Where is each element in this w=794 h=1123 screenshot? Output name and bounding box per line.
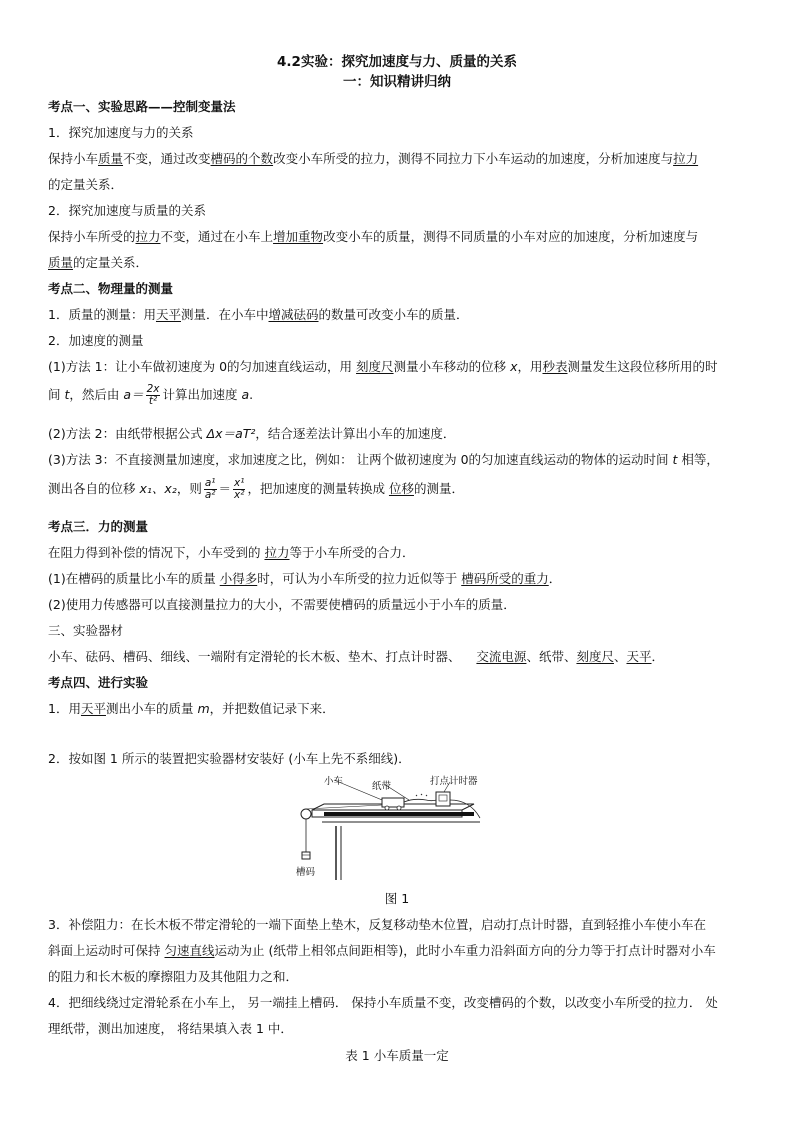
- item-title: 2．探究加速度与质量的关系: [48, 203, 206, 218]
- paragraph-line: 在阻力得到补偿的情况下，小车受到的 拉力等于小车所受的合力．: [48, 545, 415, 560]
- item-title: 2．加速度的测量: [48, 333, 144, 348]
- paragraph-line: 的定量关系．: [48, 177, 124, 192]
- paragraph-line: 1．质量的测量：用天平测量．在小车中增减砝码的数量可改变小车的质量．: [48, 307, 469, 322]
- equation: Δx＝aT²: [206, 426, 256, 441]
- paragraph-line: (2)使用力传感器可以直接测量拉力的大小，不需要使槽码的质量远小于小车的质量．: [48, 597, 516, 612]
- fraction: $\frac{\text{a¹}}{\text{a²}}$: [204, 477, 216, 501]
- paragraph-line: 质量的定量关系．: [48, 255, 149, 270]
- paragraph-line: (2)方法 2：由纸带根据公式 Δx＝aT²，结合逐差法计算出小车的加速度．: [48, 426, 456, 441]
- page-title: 4.2实验：探究加速度与力、质量的关系: [277, 54, 517, 70]
- page-subtitle: 一：知识精讲归纳: [343, 74, 451, 90]
- label-weight: 槽码: [296, 867, 316, 878]
- paragraph-line: (1)方法 1：让小车做初速度为 0的匀加速直线运动，用 刻度尺测量小车移动的位移 x，用秒表测量发生这段位移所用的时: [48, 359, 718, 374]
- paragraph-line: 的阻力和长木板的摩擦阻力及其他阻力之和．: [48, 969, 299, 984]
- fraction: $\frac{\text{x¹}}{\text{x²}}$: [234, 477, 245, 501]
- label-car: 小车: [324, 776, 344, 787]
- section-heading-4: 三、实验器材: [48, 623, 124, 638]
- paragraph-line: 保持小车所受的拉力不变，通过在小车上增加重物改变小车的质量，测得不同质量的小车对应的加速度，分析加速度与: [48, 229, 699, 244]
- paragraph-line: 2．按如图 1 所示的装置把实验器材安装好 (小车上先不系细线)．: [48, 751, 411, 766]
- item-title: 1．探究加速度与力的关系: [48, 125, 194, 140]
- paragraph-line: 斜面上运动时可保持 匀速直线运动为止 (纸带上相邻点间距相等)，此时小车重力沿斜面方向的分力等于打点计时器对小车: [48, 943, 716, 958]
- fraction: $\frac{2x}{\text{t²}}$: [146, 383, 160, 407]
- section-heading-5: 考点四、进行实验: [48, 675, 149, 690]
- table-caption: 表 1 小车质量一定: [345, 1048, 449, 1063]
- paragraph-line: 4．把细线绕过定滑轮系在小车上， 另一端挂上槽码． 保持小车质量不变，改变槽码的个数，以改变小车所受的拉力． 处: [48, 995, 718, 1010]
- section-heading-2: 考点二、物理量的测量: [48, 281, 174, 296]
- section-heading-1: 考点一、实验思路——控制变量法: [48, 99, 236, 114]
- paragraph-line: (1)在槽码的质量比小车的质量 小得多时，可认为小车所受的拉力近似等于 槽码所受的重力．: [48, 571, 562, 586]
- figure-caption: 图 1: [384, 891, 410, 906]
- label-timer: 打点计时器: [430, 776, 478, 787]
- paragraph-line: 保持小车质量不变，通过改变槽码的个数改变小车所受的拉力，测得不同拉力下小车运动的加速度，分析加速度与拉力: [48, 151, 699, 166]
- paragraph-line: 理纸带，测出加速度， 将结果填入表 1 中．: [48, 1021, 293, 1036]
- paragraph-line: 小车、砝码、槽码、细线、一端附有定滑轮的长木板、垫木、打点计时器、 交流电源、纸带、刻度尺、天平．: [48, 649, 665, 664]
- label-tape: 纸带: [372, 781, 392, 792]
- paragraph-line: 1．用天平测出小车的质量 m，并把数值记录下来．: [48, 701, 335, 716]
- paragraph-line: 测出各自的位移 x₁、x₂，则 $\frac{\text{a¹}}{\text{a²}}$ ＝ $\frac{\text{x¹}}{\text{x²}}$ ，把加速度的测量转换成 位移的测量．: [48, 477, 464, 501]
- apparatus-figure: [284, 770, 494, 882]
- paragraph-line: (3)方法 3：不直接测量加速度，求加速度之比，例如： 让两个做初速度为 0的匀加速直线运动的物体的运动时间 t 相等，: [48, 452, 719, 467]
- equation-lhs: a＝: [123, 387, 144, 402]
- paragraph-line: 3．补偿阻力：在长木板不带定滑轮的一端下面垫上垫木，反复移动垫木位置，启动打点计时器，直到轻推小车使小车在: [48, 917, 706, 932]
- section-heading-3: 考点三．力的测量: [48, 519, 149, 534]
- paragraph-line: 间 t，然后由 a＝ $\frac{2x}{\text{t²}}$ 计算出加速度 a.: [48, 383, 254, 407]
